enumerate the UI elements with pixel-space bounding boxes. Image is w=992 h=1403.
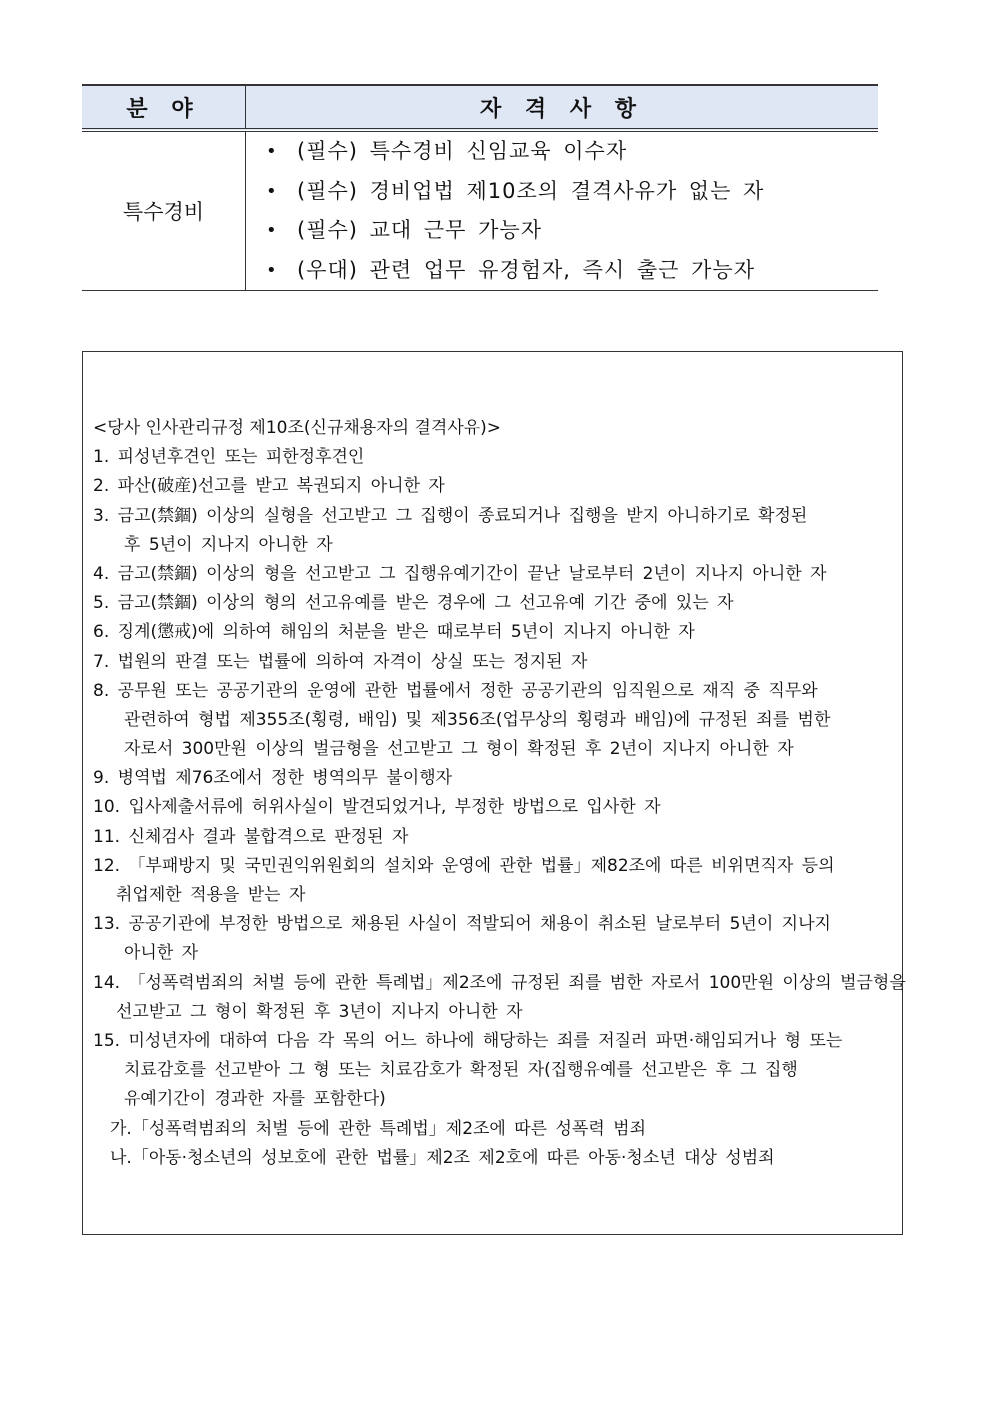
rule-text: 미성년자에 대하여 다음 각 목의 어느 하나에 해당하는 죄를 저질러 파면·해임되거나 형 또는	[128, 1030, 843, 1051]
table-row	[82, 130, 878, 291]
qualification-table	[82, 84, 878, 291]
rule-number: 6.	[93, 622, 110, 643]
bullet-icon: •	[266, 180, 278, 202]
bullet-icon: •	[266, 220, 278, 241]
rule-sub-item: 나.「아동·청소년의 성보호에 관한 법률」제2조 제2호에 따른 아동·청소년 대상 성범죄	[110, 1147, 775, 1168]
rule-text: 파산(破産)선고를 받고 복권되지 아니한 자	[117, 476, 445, 497]
rule-item	[93, 793, 894, 822]
rule-number: 9.	[93, 768, 110, 789]
table-header-row	[82, 85, 878, 130]
rule-text: 금고(禁錮) 이상의 형의 선고유예를 받은 경우에 그 선고유예 기간 중에 있는 자	[117, 593, 734, 614]
rule-text: 후 5년이 지나지 아니한 자	[124, 534, 333, 555]
requirement-item: • (우대) 관련 업무 유경험자, 즉시 출근 가능자	[246, 251, 878, 291]
rule-number: 13.	[93, 914, 121, 935]
requirement-item: • (필수) 특수경비 신임교육 이수자	[246, 132, 878, 172]
rule-number: 14.	[93, 972, 121, 993]
header-qualifications: 자 격 사 항	[246, 85, 879, 130]
rule-item	[93, 764, 894, 793]
rule-text: 입사제출서류에 허위사실이 발견되었거나, 부정한 방법으로 입사한 자	[128, 797, 661, 818]
rule-text: 치료감호를 선고받아 그 형 또는 치료감호가 확정된 자(집행유예를 선고받은 후 그 집행	[124, 1060, 798, 1081]
rule-item-continuation	[93, 1056, 894, 1085]
rule-number: 8.	[93, 680, 110, 701]
rule-item	[93, 443, 894, 472]
field-name-cell: 특수경비	[82, 130, 246, 291]
rule-item-continuation	[93, 735, 894, 764]
rule-item	[93, 852, 894, 881]
rule-item-continuation	[93, 881, 894, 910]
requirement-item: • (필수) 교대 근무 가능자	[246, 211, 878, 251]
rule-number: 10.	[93, 797, 121, 818]
rule-text: 관련하여 형법 제355조(횡령, 배임) 및 제356조(업무상의 횡령과 배임)에 규정된 죄를 범한	[124, 709, 831, 730]
rule-item	[93, 969, 906, 998]
rule-item	[93, 472, 894, 501]
rule-item	[93, 823, 894, 852]
rule-text: 「부패방지 및 국민권익위원회의 설치와 운영에 관한 법률」제82조에 따른 비위면직자 등의	[128, 855, 835, 876]
rule-text: 자로서 300만원 이상의 벌금형을 선고받고 그 형이 확정된 후 2년이 지나지 아니한 자	[124, 739, 794, 760]
rule-item	[93, 502, 894, 531]
rules-title: <당사 인사관리규정 제10조(신규채용자의 결격사유)>	[93, 418, 502, 438]
rule-text: 선고받고 그 형이 확정된 후 3년이 지나지 아니한 자	[116, 1001, 523, 1022]
rule-item	[93, 910, 894, 939]
rule-number: 2.	[93, 476, 110, 497]
disqualification-rules-box	[82, 351, 906, 1235]
rule-text: 신체검사 결과 불합격으로 판정된 자	[128, 826, 409, 847]
rule-text: 공무원 또는 공공기관의 운영에 관한 법률에서 정한 공공기관의 임직원으로 재직 중 직무와	[117, 680, 818, 701]
rule-item-continuation	[93, 939, 894, 968]
rule-number: 15.	[93, 1030, 121, 1051]
rule-item	[93, 648, 894, 677]
rule-number: 12.	[93, 855, 121, 876]
rule-item	[93, 589, 894, 618]
rule-item-continuation	[93, 998, 894, 1027]
rule-number: 11.	[93, 826, 121, 847]
rule-item	[93, 560, 894, 589]
rule-text: 아니한 자	[124, 943, 199, 964]
rule-sub-item: 가.「성폭력범죄의 처벌 등에 관한 특례법」제2조에 따른 성폭력 범죄	[110, 1118, 647, 1139]
rule-item	[93, 618, 894, 647]
rule-number: 5.	[93, 593, 110, 614]
rule-number: 1.	[93, 447, 110, 468]
bullet-icon: •	[266, 259, 278, 281]
requirements-cell	[246, 130, 879, 291]
rules-content	[93, 414, 906, 1173]
requirement-item: • (필수) 경비업법 제10조의 결격사유가 없는 자	[246, 172, 878, 212]
rule-text: 징계(懲戒)에 의하여 해임의 처분을 받은 때로부터 5년이 지나지 아니한 자	[117, 622, 695, 643]
header-field: 분 야	[82, 85, 246, 130]
bullet-icon: •	[266, 141, 278, 162]
rule-number: 3.	[93, 505, 110, 526]
rule-text: 금고(禁錮) 이상의 형을 선고받고 그 집행유예기간이 끝난 날로부터 2년이 지나지 아니한 자	[117, 563, 827, 584]
rule-text: 공공기관에 부정한 방법으로 채용된 사실이 적발되어 채용이 취소된 날로부터 5년이 지나지	[128, 914, 831, 935]
rule-item	[93, 677, 894, 706]
rule-item	[93, 1027, 894, 1056]
rule-text: 「성폭력범죄의 처벌 등에 관한 특례법」제2조에 규정된 죄를 범한 자로서 100만원 이상의 벌금형을	[128, 972, 906, 993]
rule-text: 병역법 제76조에서 정한 병역의무 불이행자	[117, 768, 453, 789]
rule-text: 금고(禁錮) 이상의 실형을 선고받고 그 집행이 종료되거나 집행을 받지 아니하기로 확정된	[117, 505, 808, 526]
rule-item-continuation	[93, 706, 894, 735]
rule-text: 유예기간이 경과한 자를 포함한다)	[124, 1089, 386, 1110]
rule-text: 법원의 판결 또는 법률에 의하여 자격이 상실 또는 정지된 자	[117, 651, 588, 672]
requirements-list	[246, 132, 878, 290]
rule-number: 4.	[93, 563, 110, 584]
rule-number: 7.	[93, 651, 110, 672]
rule-text: 피성년후견인 또는 피한정후견인	[117, 447, 365, 468]
rule-item-continuation	[93, 531, 894, 560]
rule-item-continuation	[93, 1085, 894, 1114]
rule-text: 취업제한 적용을 받는 자	[116, 885, 306, 905]
